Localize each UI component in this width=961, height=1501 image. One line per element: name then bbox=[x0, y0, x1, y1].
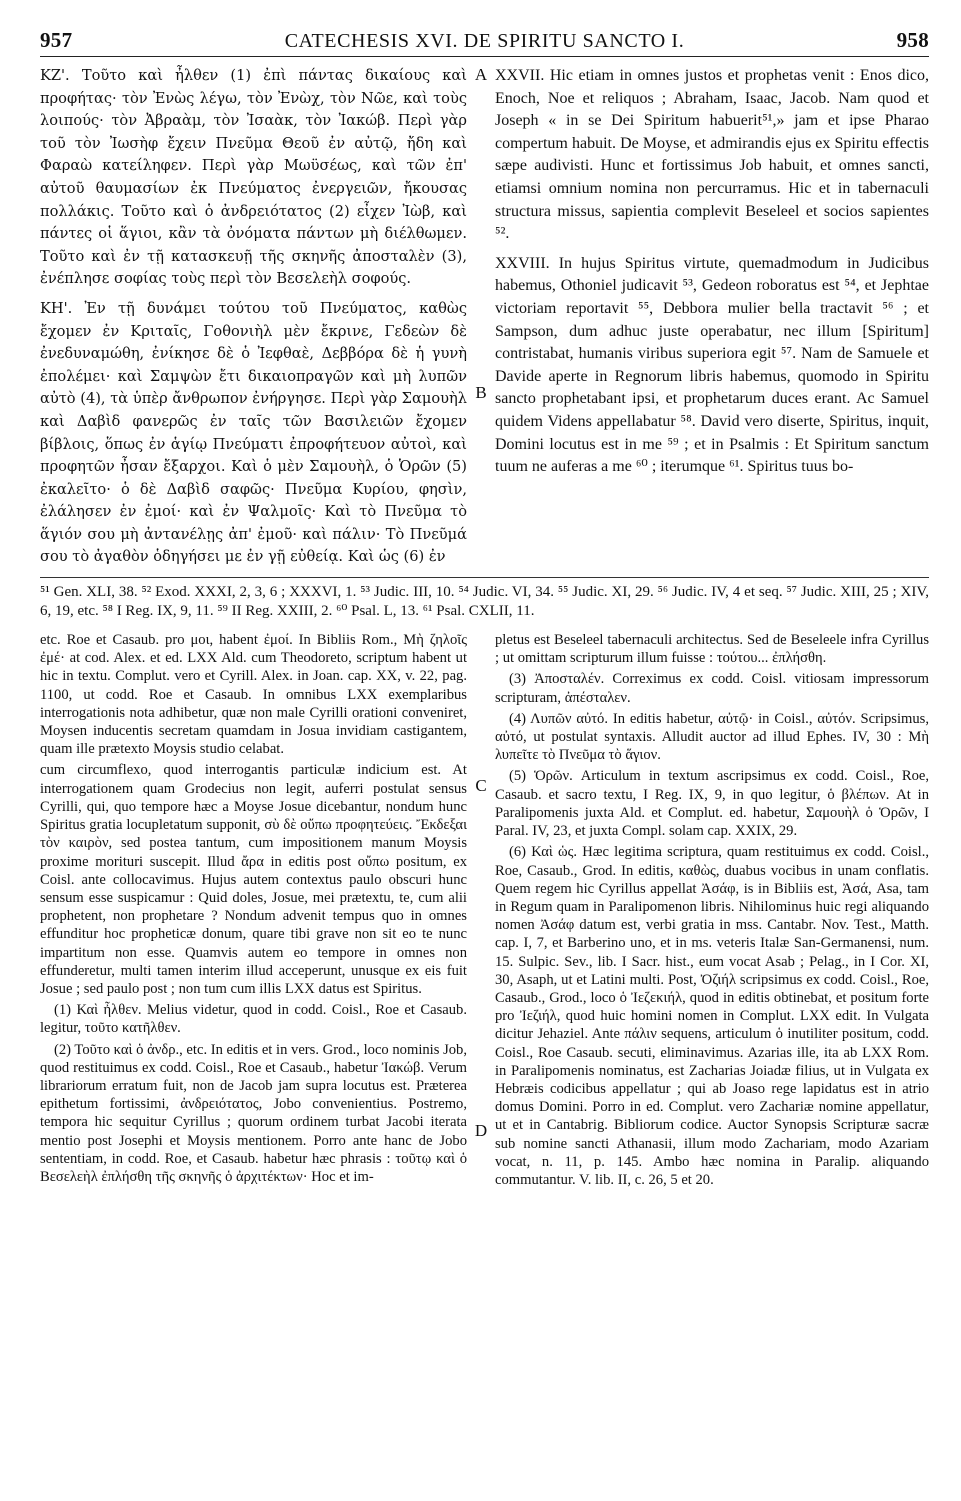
editorial-notes bbox=[40, 631, 929, 1189]
greek-paragraph-27: ΚΖ'. Τοῦτο καὶ ἦλθεν (1) ἐπὶ πάντας δικαίους καὶ προφήτας· τὸν Ἐνὼς λέγω, τὸν Ἐνὼχ, τὸν Νῶε, καὶ τοὺς λοιπούς· τὸν Ἀβραὰμ, τὸν Ἰσαὰκ, τὸν Ἰακώβ. Περὶ γὰρ τοῦ τὸν Ἰωσὴφ ἔχειν Πνεῦμα Θεοῦ ἐν αὐτῷ, ἤδη καὶ Φαραὼ κατείληφεν. Περὶ γὰρ Μωϋσέως, καὶ τῶν ἐπ' αὐτοῦ θαυμασίων ἐκ Πνεύματος ἐνεργειῶν, ἤκουσας πολλάκις. Τοῦτο καὶ ὁ ἀνδρειότατος (2) εἶχεν Ἰὼβ, καὶ πάντες οἱ ἅγιοι, κἂν τὰ ὀνόματα πάντων μὴ διέλθωμεν. Τοῦτο καὶ ἐν τῇ κατασκευῇ τῆς σκηνῆς ἀποσταλὲν (3), ἐνέπλησε σοφίας τοὺς περὶ τὸν Βεσελεὴλ σοφούς. bbox=[40, 67, 467, 288]
latin-column bbox=[495, 65, 929, 569]
margin-letters bbox=[467, 65, 495, 569]
note-right-2: (4) Λυπῶν αὐτό. In editis habetur, αὐτῷ· in Coisl., αὐτόν. Scripsimus, αὐτό, ut postulat syntaxis. Alludit auctor ad illud Ephes. IV, 30 : Μὴ λυπεῖτε τὸ Πνεῦμα τὸ ἅγιον. bbox=[495, 710, 929, 764]
greek-paragraph-28: ΚΗ'. Ἐν τῇ δυνάμει τούτου τοῦ Πνεύματος, καθὼς ἔχομεν ἐν Κριταῖς, Γοθονιὴλ μὲν ἔκρινε, Γεδεὼν δὲ ἐνεδυναμώθη, ἐνίκησε δὲ ὁ Ἰεφθαὲ, Δεββόρα δὲ ἡ γυνὴ ἐπολέμει· καὶ Σαμψὼν ἔτι δικαιοπραγῶν καὶ μὴ λυπῶν αὐτὸ (4), τὰ ὑπὲρ ἄνθρωπον ἐνήργησε. Περὶ γὰρ Σαμουὴλ καὶ Δαβὶδ φανερῶς ἐν ταῖς τῶν Βασιλειῶν ἔχομεν βίβλοις, ὅπως ἐν ἁγίῳ Πνεύματι ἐπροφήτευον αὐτοὶ, καὶ προφητῶν ἦσαν ἔξαρχοι. Καὶ ὁ μὲν Σαμουὴλ, ὁ Ὁρῶν (5) ἐκαλεῖτο· ὁ δὲ Δαβὶδ σαφῶς· Πνεῦμα Κυρίου, φησὶν, ἐλάλησεν ἐν ἐμοί· καὶ ἐν Ψαλμοῖς· Καὶ τὸ Πνεῦμα τὸ ἅγιόν σου μὴ ἀντανέλῃς ἀπ' ἐμοῦ· καὶ πάλιν· Τὸ Πνεῦμά σου τὸ ἀγαθὸν ὁδηγήσει με ἐν γῇ εὐθείᾳ. Καὶ ὡς (6) ἐν bbox=[40, 299, 467, 566]
running-title: CATECHESIS XVI. DE SPIRITU SANCTO I. bbox=[284, 30, 685, 52]
note-right-1: (3) Ἀποσταλέν. Correximus ex codd. Coisl. vitiosam impressorum scripturam, ἀπέσταλεν. bbox=[495, 671, 929, 706]
note-right-3: (5) Ὁρῶν. Articulum in textum ascripsimus ex codd. Coisl., Roe, Casaub. et sacro textu, I Reg. IX, 9, in quo legitur, ὁ βλέπων. At in Paralipomenis juxta Ald. et Complut. ed. habetur, Σαμουὴλ ὁ Ὁρῶν, I Paral. IV, 23, et juxta Compl. solam cap. XXIX, 29. bbox=[495, 768, 929, 840]
margin-letter-a: A bbox=[474, 65, 488, 84]
note-left-1: cum circumflexo, quod interrogantis particulæ indicium est. At interrogationem quam Grodecius non legit, auferri postulat sensus Cyrilli, qui, quo tempore hæc a Moyse Josue dicebantur, nondum hunc Spiritus gratia locupletatum supponit, σὺ δὲ οὔπω προφητεύεις. Ἔκδεξαι τὸν καιρὸν, sed postea tantum, cum impositionem manum Moysis proxime morituri suscepit. Illud ἄρα in editis post οὔπω positum, ex Coisl. ante collocavimus. Hujus autem contextus paulo obscuri hunc sensum esse suspicamur : Quid doles, Josue, mei prætextu, te, cum alii prophetent, non prophetare ? Nondum advenit tempus quo in omnes effunditur hoc propheticæ donum, quare tibi grave non sit eo te nunc impartitum non esse. Quamvis autem eo tempore in omnes non effunderetur, multi tamen interim illud acceperunt, unusque ex eis fuit Josue ; sed paulo post ; non tum cum illis LXX datus est Spiritus. bbox=[40, 762, 467, 997]
note-right-4: (6) Καὶ ὡς. Hæc legitima scriptura, quam restituimus ex codd. Coisl., Roe, Casaub., Grod. In editis, καθὼς, duabus vocibus in unam conflatis. Quem regem hic Cyrillus appellat Ἀσάφ, is in Bibliis est, Ἀσά, Asa, tam in Regum quam in Paralipomenon libris. Nihilominus huic regi aliquando nomen Ἀσάφ datum est, verbi gratia in mss. Cantabr. Nov. Test., Matth. cap. I, 7, et Barberino uno, et in ms. veteris Italæ San-Germanensi, num. 15. Sulpic. Sev., lib. I Sacr. hist., eum vocat Asab ; Pelag., in I Cor. XI, 30, Asaph, ut et Latini multi. Post, Ὀζιήλ scripsimus ex codd. Coisl., Roe, Casaub., Grod., loco ὁ Ἰεζεκιήλ, quod in editis obtinebat, et positum forte pro Ἰεζιήλ, quod huic homini nomen in Complut. LXX edit. In Vulgata dicitur Jehaziel. Ante πάλιν sequens, articulum ὁ inutiliter positum, codd. Coisl., Roe Casaub. secuti, eliminavimus. Azarias ille, ita ab LXX Rom. in Paralipomenis nominatus, est Zacharias Joiadæ filius, ut in Vulgata ex Hebræis codicibus appellatur ; qui ab Joaso rege lapidatus est in atrio domus Domini. Porro in ed. Complut. vero Zachariæ nomine appellatur, ut et in Cantabrig. Bibliorum codice. Auctor Synopsis Scripturæ sacræ sub nomine sancti Athanasii, illum modo Zachariam, modo Azariam vocat, n. 11, p. 145. Ambo hæc nomina in Paralip. aliquando commutantur. V. lib. II, c. 26, 5 et 20. bbox=[495, 844, 929, 1188]
greek-column bbox=[40, 65, 467, 569]
latin-paragraph-28: XXVIII. In hujus Spiritus virtute, quemadmodum in Judicibus habemus, Othoniel judicavit ⁵³, Gedeon roboratus est ⁵⁴, et Jephtae victoriam reportavit ⁵⁵, Debbora mulier bella tractavit ⁵⁶ ; et Sampson, dum adhuc juste operabatur, nec illum [Spiritum] contristabat, humanis viribus superiora egit ⁵⁷. Nam de Samuele et Davide aperte in Regnorum libris habemus, quomodo in Spiritu sancto prophetabant ipsi, et prophetarum duces erant. Ac Samuel quidem Videns appellabatur ⁵⁸. David vero diserte, Spiritus, inquit, Domini locutus est in me ⁵⁹ ; et in Psalmis : Et Spiritum sanctum tuum ne auferas a me ⁶⁰ ; iterumque ⁶¹. Spiritus tuus bo- bbox=[495, 254, 929, 476]
left-page-number: 957 bbox=[40, 28, 73, 52]
notes-left-column bbox=[40, 631, 467, 1189]
note-left-0: etc. Roe et Casaub. pro μοι, habent ἐμοί. In Bibliis Rom., Μὴ ζηλοῖς ἐμέ· at cod. Alex. et ed. LXX Ald. cum Theodoreto, scriptum habent ut hic in textu. Complut. vero et Cyrill. Alex. in Joan. cap. XX, v. 22, pag. 1100, ut codd. Roe et Casaub. In omnibus LXX exemplaribus interrogationis nota adhibetur, quæ non male Cyrilli orationi conveniret, Moysen inducentis secretam quamdam in Josua invidiam castigantem, quam ille prætexto Moysis studio celabat. bbox=[40, 632, 467, 758]
note-left-2: (1) Καὶ ἦλθεν. Melius videtur, quod in codd. Coisl., Roe et Casaub. legitur, τοῦτο κατῆλθεν. bbox=[40, 1002, 467, 1037]
latin-paragraph-27: XXVII. Hic etiam in omnes justos et prophetas venit : Enos dico, Enoch, Noe et reliquos ; Abraham, Isaac, Jacob. Nam quod et Joseph « in se Dei Spiritum habuerit⁵¹,» jam et ipse Pharao compertum habuit. De Moyse, et admirandis ejus ex Spiritu effectis sæpe audivisti. Hunc et fortissimus Job habuit, et omnes sancti, etiamsi omnium nomina non percurramus. Hic et in tabernaculi structura missus, sapientia complevit Beseleel et socios sapientes ⁵². bbox=[495, 67, 929, 243]
margin-letter-d: D bbox=[474, 1121, 488, 1141]
notes-right-column bbox=[495, 631, 929, 1189]
running-head bbox=[40, 28, 929, 57]
main-text bbox=[40, 65, 929, 569]
note-left-3: (2) Τοῦτο καὶ ὁ ἀνδρ., etc. In editis et in vers. Grod., loco nominis Job, quod restituimus ex codd. Coisl., Roe et Casaub., habetur Ἰακώβ. Verum librariorum erratum fuit, non de Jacob jam supra locutus est. Præterea epithetum fortissimi, ἀνδρειότατος, Jobo convenientius. Postremo, tempora hic sequitur Cyrillus ; quorum ordinem turbat Jacobi iterata mentio post Josephi et Moysis mentionem. Porro ante hanc de Jobo sententiam, in codd. Roe, et Casaub. habetur hæc phrasis : τοῦτῳ καὶ ὁ Βεσελεὴλ ἐπλήσθη τῆς σκηνῆς ὁ ἀρχιτέκτων· Hoc et im- bbox=[40, 1041, 467, 1185]
note-right-0: pletus est Beseleel tabernaculi architectus. Sed de Beseleele infra Cyrillus ; ut omittam scripturum illum fuisse : τούτου... ἐπλήσθη. bbox=[495, 632, 929, 667]
margin-letters-lower bbox=[467, 631, 495, 1189]
margin-letter-b: B bbox=[475, 383, 487, 402]
right-page-number: 958 bbox=[896, 28, 929, 52]
scripture-references: ⁵¹ Gen. XLI, 38. ⁵² Exod. XXXI, 2, 3, 6 ; XXXVI, 1. ⁵³ Judic. III, 10. ⁵⁴ Judic. VI, 34. ⁵⁵ Judic. XI, 29. ⁵⁶ Judic. IV, 4 et seq. ⁵⁷ Judic. XIII, 25 ; XIV, 6, 19, etc. ⁵⁸ I Reg. IX, 9, 11. ⁵⁹ II Reg. XXIII, 2. ⁶⁰ Psal. L, 13. ⁶¹ Psal. CXLII, 11. bbox=[40, 577, 929, 621]
margin-letter-c: C bbox=[475, 776, 487, 796]
